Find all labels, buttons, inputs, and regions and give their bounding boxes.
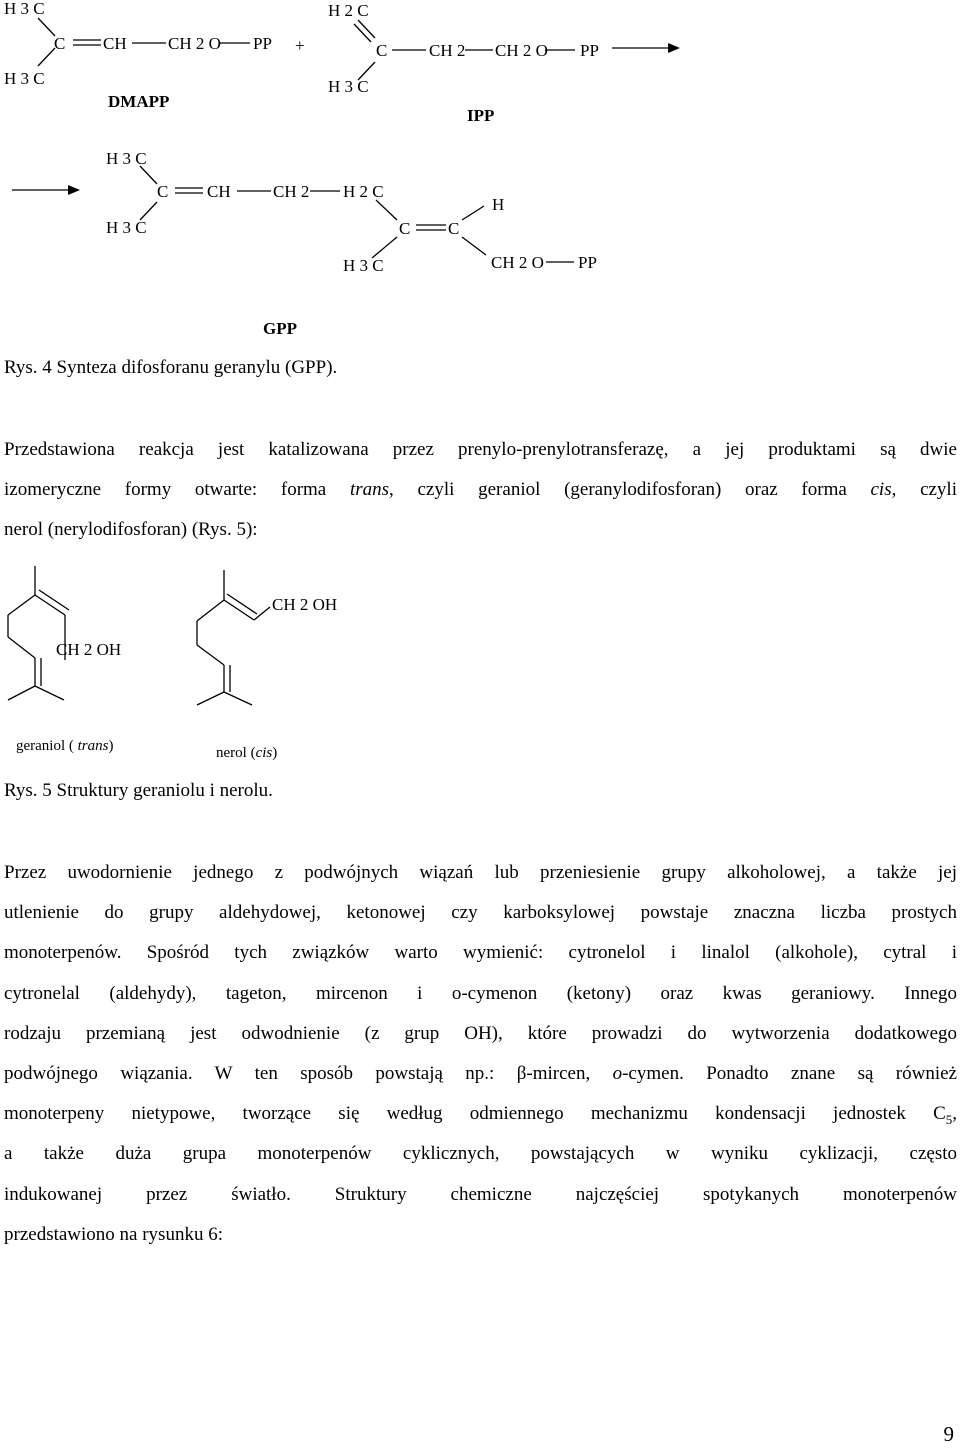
paragraph-line: cytronelal (aldehydy), tageton, mircenon i o-cymenon (ketony) oraz kwas geraniowy. Innego: [4, 982, 957, 1004]
page-number: 9: [943, 1422, 954, 1446]
atom-label: C: [399, 219, 411, 238]
atom-label: PP: [253, 34, 272, 53]
atom-label: CH 2: [429, 41, 466, 60]
subscript: 5: [945, 1111, 953, 1127]
atom-label: H 2 C: [328, 1, 369, 20]
paragraph-line: [4, 1094, 957, 1134]
atom-label: CH 2 O: [495, 41, 548, 60]
figure-5-caption: Rys. 5 Struktury geraniolu i nerolu.: [4, 780, 273, 801]
geraniol-label: geraniol ( trans): [16, 738, 114, 754]
compound-name-ipp: IPP: [467, 106, 495, 125]
italic-term: cis: [870, 479, 892, 501]
atom-label: CH 2 O: [168, 34, 221, 53]
paragraph-line: utlenienie do grupy aldehydowej, ketonowej czy karboksylowej powstaje znaczna liczba prostych: [4, 902, 957, 924]
atom-label: C: [54, 34, 66, 53]
atom-label: H 2 C: [343, 182, 384, 201]
text-run: -cymen. Ponadto znane są również: [622, 1062, 957, 1084]
atom-label: H 3 C: [4, 0, 45, 18]
text-run: , czyli: [891, 479, 957, 501]
paragraph-line: monoterpenów. Spośród tych związków warto wymienić: cytronelol i linalol (alkohole), cytral i: [4, 942, 957, 964]
functional-group-label: CH 2 OH: [56, 640, 122, 659]
compound-name-dmapp: DMAPP: [108, 92, 170, 111]
italic-term: trans: [349, 479, 390, 501]
atom-label: H 3 C: [343, 256, 384, 275]
paragraph-line: przedstawiono na rysunku 6:: [4, 1223, 223, 1245]
atom-label: H 3 C: [106, 218, 147, 237]
paragraph-line: [4, 1054, 957, 1094]
atom-label: H 3 C: [4, 69, 45, 88]
atom-label: CH: [207, 182, 231, 201]
text-run: ,: [952, 1103, 957, 1125]
text-run: monoterpeny nietypowe, tworzące się według odmiennego mechanizmu kondensacji jednostek C: [4, 1103, 946, 1125]
atom-label: H 3 C: [106, 149, 147, 168]
atom-label: CH 2: [273, 182, 310, 201]
paragraph-line: rodzaju przemianą jest odwodnienie (z grup OH), które prowadzi do wytworzenia dodatkowego: [4, 1022, 957, 1044]
paragraph-2: [4, 853, 957, 1255]
geraniol-structure: [8, 566, 69, 700]
atom-label: H 3 C: [328, 77, 369, 96]
paragraph-line: Przez uwodornienie jednego z podwójnych wiązań lub przeniesienie grupy alkoholowej, a także jej: [4, 862, 957, 883]
text-run: , czyli geraniol (geranylodifosforan) oraz forma: [389, 479, 871, 501]
italic-term: o: [612, 1062, 623, 1084]
atom-label: PP: [578, 253, 597, 272]
plus-sign: +: [295, 36, 305, 55]
compound-name-gpp: GPP: [263, 319, 297, 338]
nerol-structure: [197, 570, 270, 705]
atom-label: C: [448, 219, 460, 238]
paragraph-line: indukowanej przez światło. Struktury chemiczne najczęściej spotykanych monoterpenów: [4, 1183, 957, 1205]
nerol-label: nerol (cis): [216, 745, 278, 761]
atom-label: H: [492, 195, 505, 214]
text-run: izomeryczne formy otwarte: forma: [4, 479, 350, 501]
text-run: podwójnego wiązania. W ten sposób powstają np.: β-mircen,: [4, 1062, 613, 1084]
atom-label: C: [376, 41, 388, 60]
atom-label: C: [157, 182, 169, 201]
paragraph-line: Przedstawiona reakcja jest katalizowana przez prenylo-prenylotransferazę, a jej produktami są dwie: [4, 439, 957, 460]
paragraph-line: nerol (nerylodifosforan) (Rys. 5):: [4, 519, 258, 541]
functional-group-label: CH 2 OH: [272, 595, 338, 614]
paragraph-line: a także duża grupa monoterpenów cyklicznych, powstających w wyniku cyklizacji, często: [4, 1143, 957, 1165]
figure-4-caption: Rys. 4 Synteza difosforanu geranylu (GPP).: [4, 357, 338, 378]
atom-label: CH 2 O: [491, 253, 544, 272]
atom-label: PP: [580, 41, 599, 60]
atom-label: CH: [103, 34, 127, 53]
